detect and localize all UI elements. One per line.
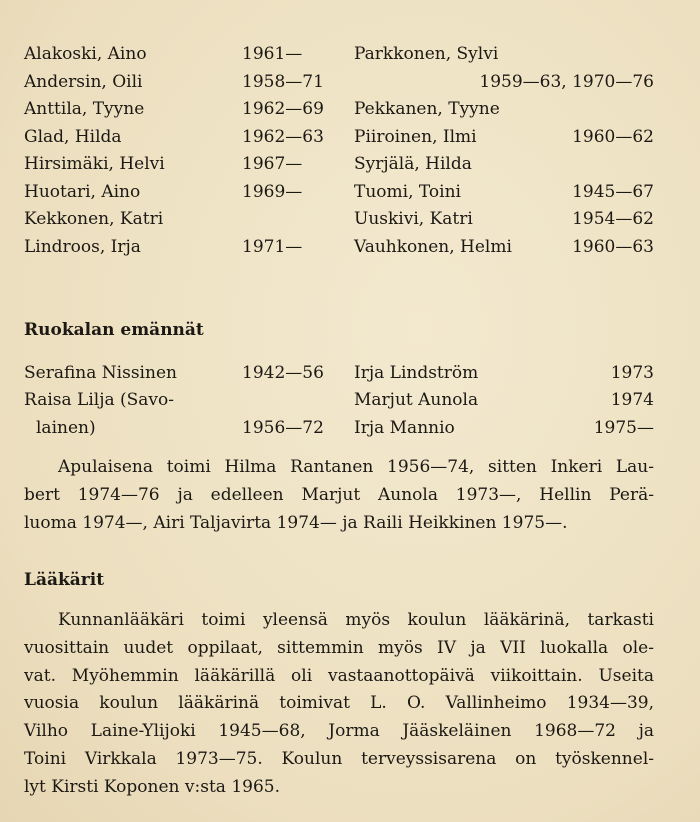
table-row <box>0 151 700 178</box>
staff-years: 1969— <box>242 182 303 202</box>
staff-years: 1958—71 <box>242 72 324 92</box>
staff-years: 1959—63, 1970—76 <box>479 72 654 92</box>
table-row <box>0 96 700 123</box>
doctors-paragraph <box>24 607 654 802</box>
paragraph-line: Kunnanlääkäri toimi yleensä myös koulun lääkärinä, tarkasti <box>58 610 654 630</box>
staff-years: 1961— <box>242 44 303 64</box>
paragraph-line: Apulaisena toimi Hilma Rantanen 1956—74, sitten Inkeri Lau- <box>58 457 654 477</box>
paragraph-line: vuosittain uudet oppilaat, sittemmin myös IV ja VII luokalla ole- <box>24 637 654 658</box>
staff-name: Parkkonen, Sylvi <box>354 44 499 64</box>
staff-name: Syrjälä, Hilda <box>354 154 472 174</box>
staff-name: Huotari, Aino <box>24 182 141 202</box>
table-row <box>0 415 700 442</box>
staff-name: Kekkonen, Katri <box>24 209 164 229</box>
staff-name: Irja Mannio <box>354 418 455 438</box>
staff-name: Irja Lindström <box>354 363 479 383</box>
paragraph-line: vat. Myöhemmin lääkärillä oli vastaanottopäivä viikoittain. Useita <box>24 665 654 686</box>
paragraph-line: vuosia koulun lääkärinä toimivat L. O. Vallinheimo 1934—39, <box>24 693 654 714</box>
paragraph-line: Toini Virkkala 1973—75. Koulun terveyssisarena on työskennel- <box>24 748 654 769</box>
paragraph-line: lyt Kirsti Koponen v:sta 1965. <box>24 776 280 797</box>
staff-name: lainen) <box>36 418 96 438</box>
table-row <box>0 234 700 261</box>
table-row <box>0 206 700 233</box>
table-row <box>0 41 700 68</box>
staff-name: Pekkanen, Tyyne <box>354 99 500 119</box>
staff-name: Andersin, Oili <box>24 72 143 92</box>
staff-years: 1945—67 <box>572 182 654 202</box>
table-row <box>0 360 700 387</box>
table-row <box>0 179 700 206</box>
kitchen-paragraph <box>24 454 654 537</box>
staff-years: 1967— <box>242 154 303 174</box>
section-heading-doctors: Lääkärit <box>24 570 105 590</box>
staff-name: Marjut Aunola <box>354 390 479 410</box>
staff-name: Raisa Lilja (Savo- <box>24 390 174 410</box>
staff-years: 1942—56 <box>242 363 324 383</box>
staff-name: Piiroinen, Ilmi <box>354 127 477 147</box>
staff-years: 1954—62 <box>572 209 654 229</box>
staff-name: Lindroos, Irja <box>24 237 141 257</box>
paragraph-line: luoma 1974—, Airi Taljavirta 1974— ja Raili Heikkinen 1975—. <box>24 512 568 533</box>
staff-years: 1973 <box>610 363 654 383</box>
staff-name: Alakoski, Aino <box>24 44 147 64</box>
staff-years: 1974 <box>610 390 654 410</box>
staff-years: 1962—69 <box>242 99 324 119</box>
staff-years: 1975— <box>593 418 654 438</box>
table-row <box>0 69 700 96</box>
staff-name: Serafina Nissinen <box>24 363 177 383</box>
section-heading-kitchen: Ruokalan emännät <box>24 320 204 340</box>
staff-name: Glad, Hilda <box>24 127 122 147</box>
paragraph-line: bert 1974—76 ja edelleen Marjut Aunola 1973—, Hellin Perä- <box>24 484 654 505</box>
table-row <box>0 387 700 414</box>
staff-name: Hirsimäki, Helvi <box>24 154 165 174</box>
staff-years: 1960—63 <box>572 237 654 257</box>
staff-years: 1971— <box>242 237 303 257</box>
staff-name: Uuskivi, Katri <box>354 209 473 229</box>
staff-years: 1960—62 <box>572 127 654 147</box>
table-row <box>0 124 700 151</box>
staff-years: 1956—72 <box>242 418 324 438</box>
staff-years: 1962—63 <box>242 127 324 147</box>
staff-name: Tuomi, Toini <box>354 182 461 202</box>
staff-name: Anttila, Tyyne <box>24 99 145 119</box>
paragraph-line: Vilho Laine-Ylijoki 1945—68, Jorma Jääskeläinen 1968—72 ja <box>24 721 654 742</box>
staff-name: Vauhkonen, Helmi <box>354 237 512 257</box>
